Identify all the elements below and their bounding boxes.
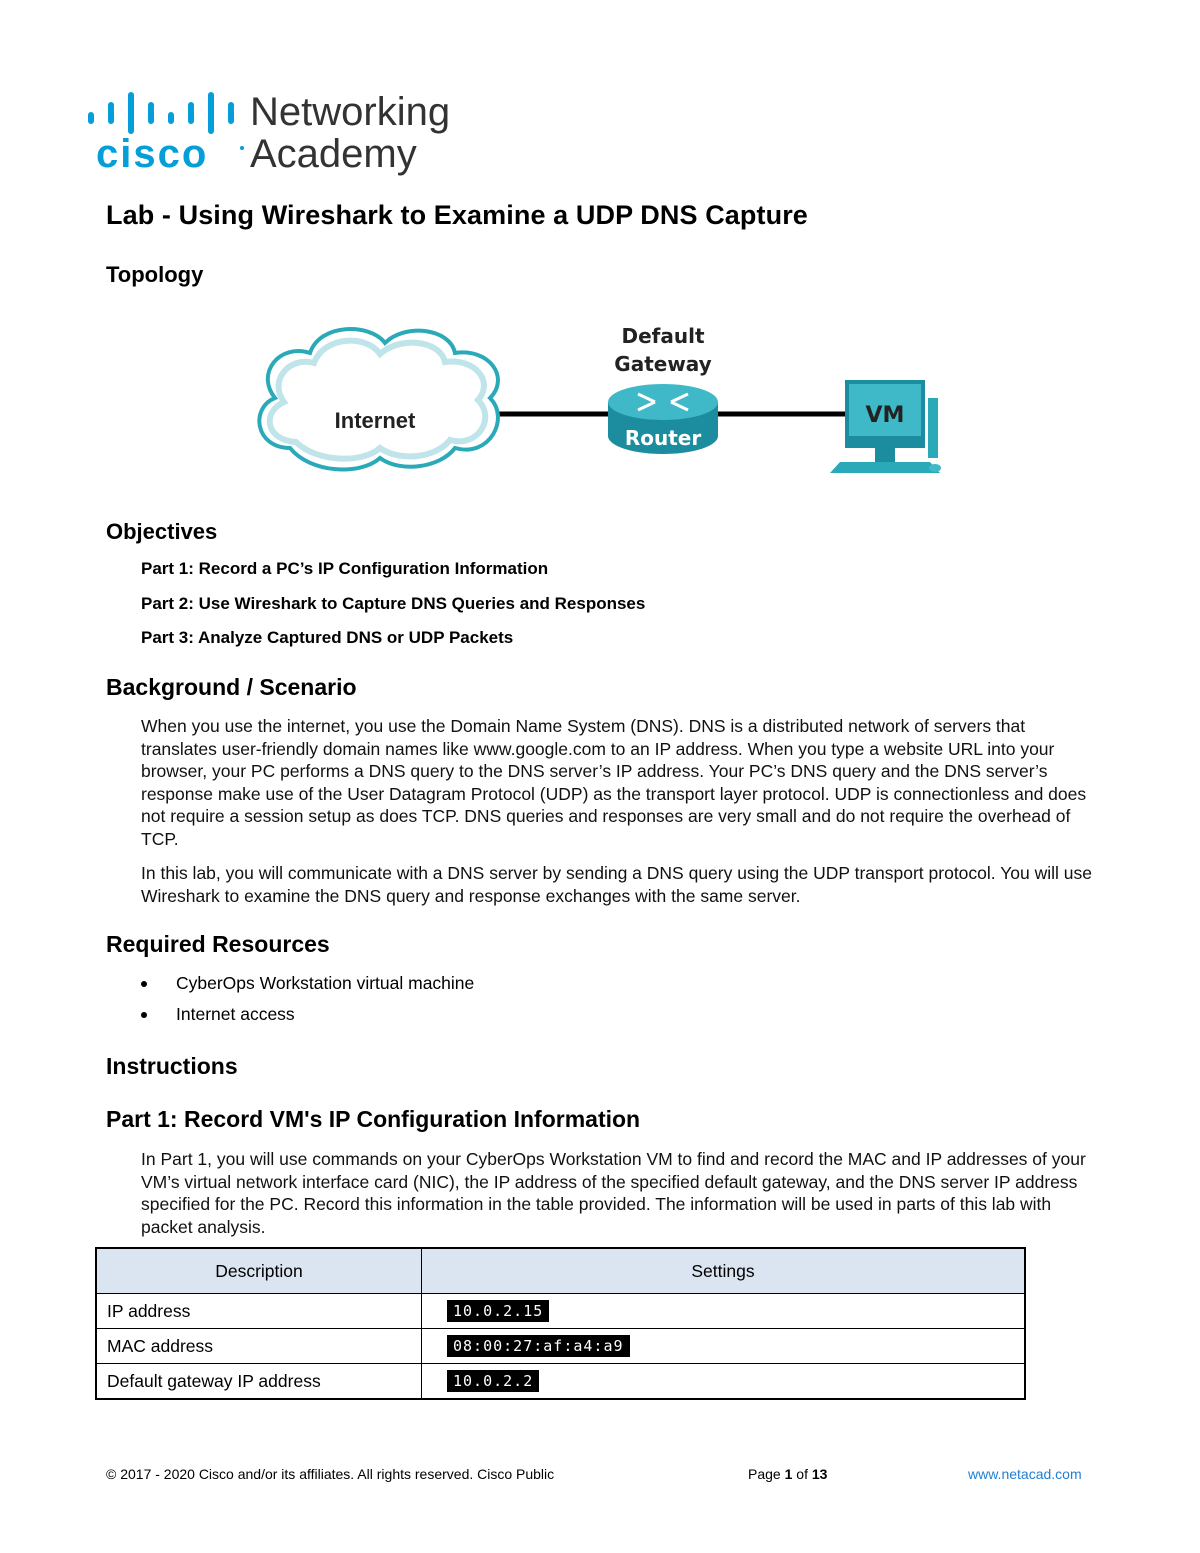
vm-computer-icon (830, 380, 941, 473)
instructions-heading: Instructions (106, 1053, 238, 1079)
router-icon (608, 384, 718, 454)
objective-item: Part 3: Analyze Captured DNS or UDP Packets (141, 628, 514, 647)
bullet-icon (141, 981, 147, 987)
table-cell-settings (422, 1364, 1026, 1400)
table-row (96, 1364, 1025, 1400)
netacad-link[interactable]: www.netacad.com (968, 1466, 1082, 1482)
terminal-value: 08:00:27:af:a4:a9 (447, 1335, 630, 1357)
objectives-heading: Objectives (106, 519, 218, 544)
table-header-settings: Settings (422, 1248, 1026, 1294)
table-cell-settings (422, 1329, 1026, 1364)
resource-text: Internet access (176, 1004, 295, 1024)
topology-heading: Topology (106, 262, 204, 287)
cisco-networking-academy-logo (82, 86, 482, 186)
table-cell-settings (422, 1294, 1026, 1329)
logo-academy: Academy (250, 132, 417, 176)
part1-paragraph (141, 1148, 1101, 1238)
footer-page-number (748, 1466, 827, 1482)
background-paragraph-1 (141, 715, 1101, 850)
background-p1-text: When you use the internet, you use the Domain Name System (DNS). DNS is a distributed network of servers that translates user-friendly domain names like www.google.com to an IP address. When you type a website URL into your browser, your PC performs a DNS query to the DNS server’s IP address. Your PC’s DNS query and the DNS server’s response make use of the User Datagram Protocol (UDP) as the transport layer protocol. UDP is connectionless and does not require a session setup as does TCP. DNS queries and responses are very small and do not require the overhead of TCP. (141, 716, 1087, 849)
table-header-row (96, 1248, 1025, 1294)
table-cell-description: Default gateway IP address (96, 1364, 422, 1400)
terminal-value: 10.0.2.2 (447, 1370, 539, 1392)
internet-cloud-icon (259, 329, 498, 469)
page-current: 1 (784, 1466, 793, 1482)
resource-text: CyberOps Workstation virtual machine (176, 973, 475, 993)
bullet-icon (141, 1012, 147, 1018)
background-p2-text: In this lab, you will communicate with a DNS server by sending a DNS query using the UDP transport protocol. You will use Wireshark to examine the DNS query and response exchanges with the same server. (141, 863, 1092, 906)
cloud-label: Internet (334, 408, 416, 433)
gateway-label-line1: Default (621, 324, 705, 348)
footer-link-wrap (968, 1466, 1082, 1482)
topology-diagram (250, 318, 950, 488)
objective-item: Part 2: Use Wireshark to Capture DNS Queries and Responses (141, 594, 646, 613)
terminal-value: 10.0.2.15 (447, 1300, 549, 1322)
cisco-wordmark: cisco (96, 132, 209, 176)
table-cell-description: MAC address (96, 1329, 422, 1364)
router-label: Router (624, 426, 702, 450)
table-row (96, 1329, 1025, 1364)
page-title: Lab - Using Wireshark to Examine a UDP DNS Capture (106, 200, 808, 230)
part1-text: In Part 1, you will use commands on your CyberOps Workstation VM to find and record the MAC and IP addresses of your VM’s virtual network interface card (NIC), the IP address of the specified default gateway, and the DNS server IP address specified for the PC. Record this information in the table provided. The information will be used in parts of this lab with packet analysis. (141, 1149, 1086, 1237)
objective-item: Part 1: Record a PC’s IP Configuration Information (141, 559, 549, 578)
page-of: of (792, 1466, 812, 1482)
table-cell-description: IP address (96, 1294, 422, 1329)
page-prefix: Page (748, 1466, 785, 1482)
page-total: 13 (811, 1466, 828, 1482)
logo-networking: Networking (250, 90, 451, 134)
table-header-description: Description (96, 1248, 422, 1294)
ip-configuration-table (95, 1247, 1026, 1400)
table-row (96, 1294, 1025, 1329)
resources-heading: Required Resources (106, 931, 330, 957)
part1-heading: Part 1: Record VM's IP Configuration Information (106, 1106, 641, 1132)
gateway-label-line2: Gateway (614, 352, 712, 376)
background-heading: Background / Scenario (106, 674, 357, 700)
background-paragraph-2 (141, 862, 1101, 907)
footer-copyright: © 2017 - 2020 Cisco and/or its affiliates. All rights reserved. Cisco Public (106, 1466, 555, 1482)
vm-label: VM (865, 403, 905, 428)
cisco-bars-icon (86, 92, 236, 134)
logo-dot (240, 146, 244, 150)
